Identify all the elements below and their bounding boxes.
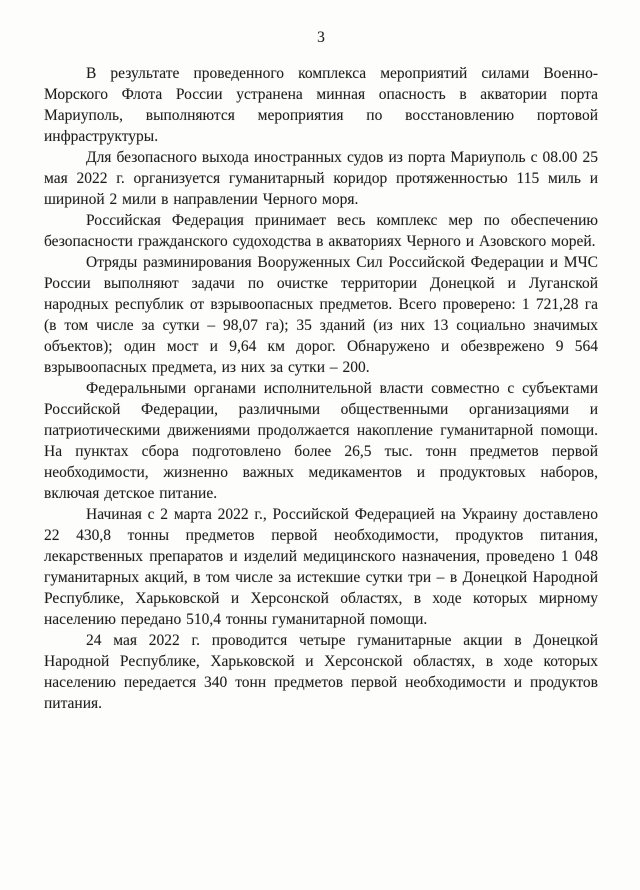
paragraph: Федеральными органами исполнительной власти совместно с субъектами Российской Федерации, различными общественными организациями и патриотическими движениями продолжается накопление гуманитарной помощи. На пунктах сбора подготовлено более 26,5 тыс. тонн предметов первой необходимости, жизненно важных медикаментов и продуктовых наборов, включая детское питание. xyxy=(44,380,598,502)
paragraph: Для безопасного выхода иностранных судов из порта Мариуполь с 08.00 25 мая 2022 г. организуется гуманитарный коридор протяженностью 115 миль и шириной 2 мили в направлении Черного моря. xyxy=(44,149,598,208)
paragraph: Российская Федерация принимает весь комплекс мер по обеспечению безопасности гражданского судоходства в акваториях Черного и Азовского морей. xyxy=(44,212,598,250)
paragraph: 24 мая 2022 г. проводится четыре гуманитарные акции в Донецкой Народной Республике, Харьковской и Херсонской областях, в ходе которых населению передается 340 тонн предметов первой необходимости и продуктов питания. xyxy=(44,632,598,712)
paragraph: В результате проведенного комплекса мероприятий силами Военно-Морского Флота России устранена минная опасность в акватории порта Мариуполь, выполняются мероприятия по восстановлению портовой инфраструктуры. xyxy=(44,65,598,145)
document-body xyxy=(44,63,598,714)
paragraph: Отряды разминирования Вооруженных Сил Российской Федерации и МЧС России выполняют задачи по очистке территории Донецкой и Луганской народных республик от взрывоопасных предметов. Всего проверено: 1 721,28 га (в том числе за сутки – 98,07 га); 35 зданий (из них 13 социально значимых объектов); один мост и 9,64 км дорог. Обнаружено и обезврежено 9 564 взрывоопасных предмета, из них за сутки – 200. xyxy=(44,254,598,376)
paragraph: Начиная с 2 марта 2022 г., Российской Федерацией на Украину доставлено 22 430,8 тонны предметов первой необходимости, продуктов питания, лекарственных препаратов и изделий медицинского назначения, проведено 1 048 гуманитарных акций, в том числе за истекшие сутки три – в Донецкой Народной Республике, Харьковской и Херсонской областях, в ходе которых мирному населению передано 510,4 тонны гуманитарной помощи. xyxy=(44,506,598,628)
page-number: 3 xyxy=(317,29,325,46)
